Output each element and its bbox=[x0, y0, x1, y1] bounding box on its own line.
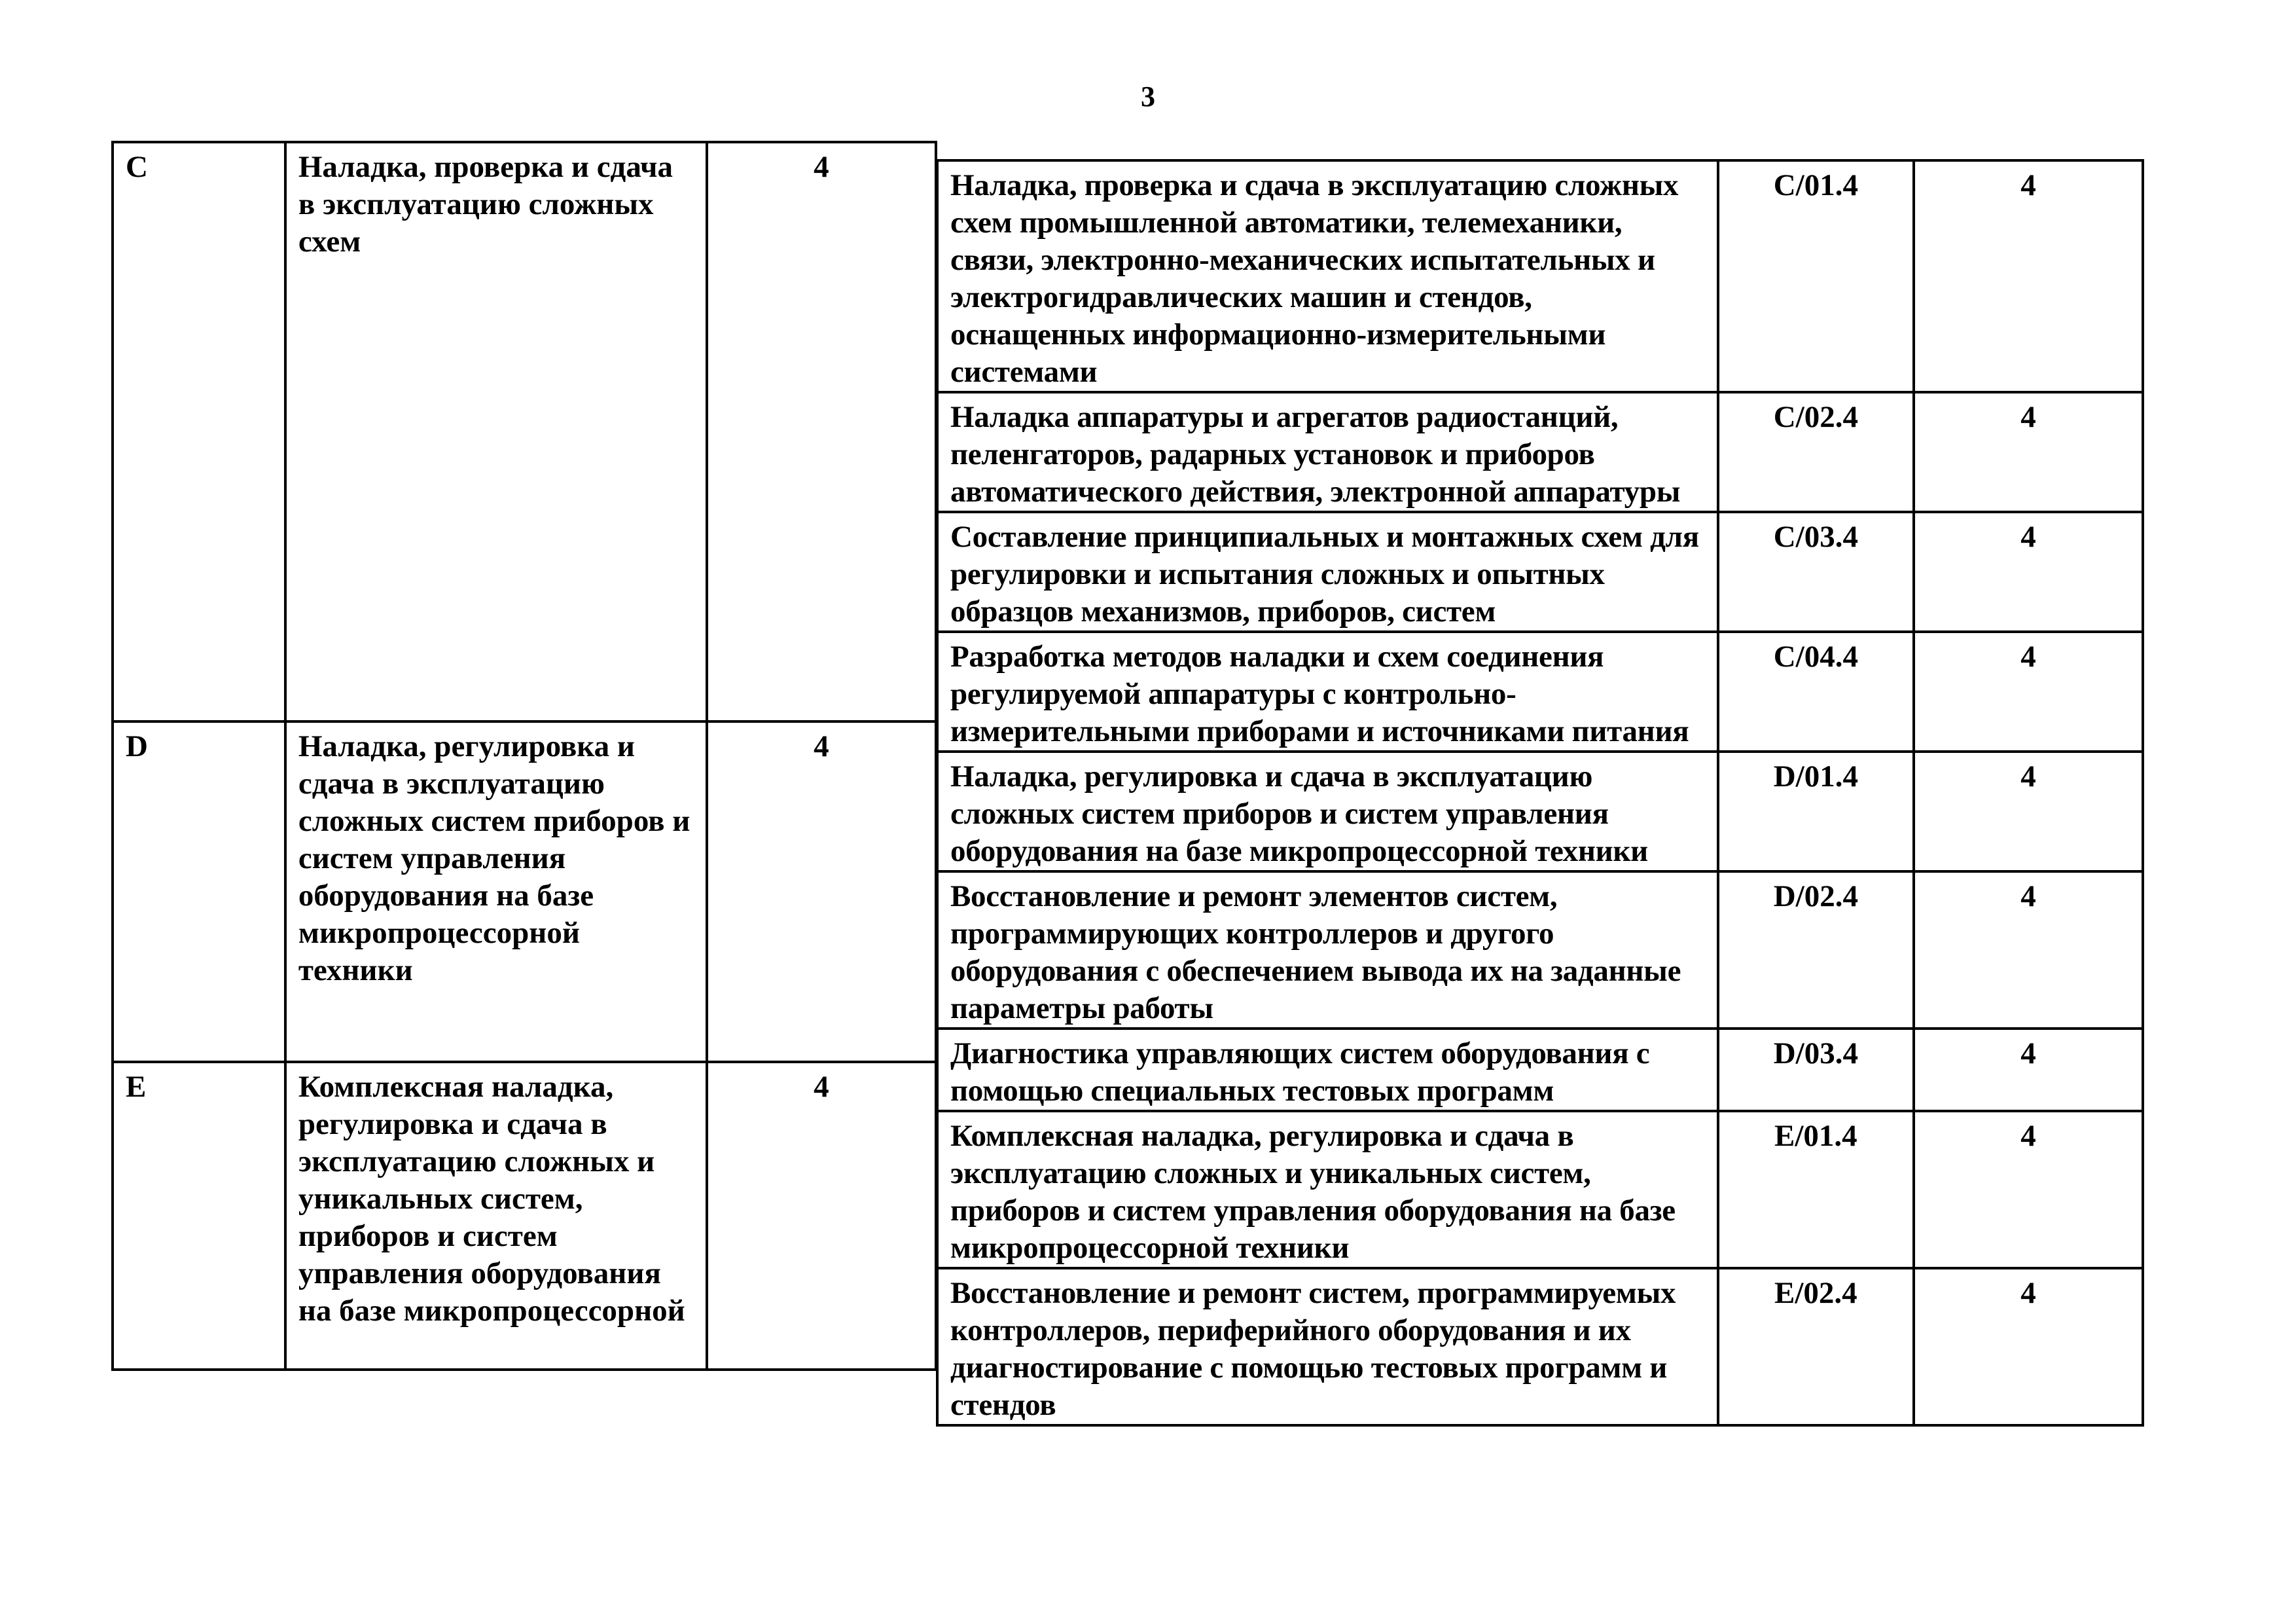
generalized-functions-table bbox=[111, 141, 937, 1371]
group-row-c bbox=[113, 142, 936, 721]
function-level: 4 bbox=[1914, 1268, 2143, 1425]
labor-functions-table bbox=[936, 159, 2144, 1427]
page-number: 3 bbox=[1141, 81, 1155, 113]
function-name: Разработка методов наладки и схем соединения регулируемой аппаратуры с контрольно-измерительными приборами и источниками питания bbox=[937, 632, 1718, 752]
group-level: 4 bbox=[707, 1062, 936, 1370]
function-code: C/02.4 bbox=[1718, 392, 1914, 512]
group-code: E bbox=[113, 1062, 285, 1370]
function-code: E/01.4 bbox=[1718, 1111, 1914, 1268]
function-row bbox=[937, 1111, 2143, 1268]
function-name: Восстановление и ремонт элементов систем, программирующих контроллеров и другого оборудования с обеспечением вывода их на заданные параметры работы bbox=[937, 871, 1718, 1029]
function-code: D/02.4 bbox=[1718, 871, 1914, 1029]
function-code: D/01.4 bbox=[1718, 752, 1914, 871]
function-code: C/03.4 bbox=[1718, 512, 1914, 632]
function-row bbox=[937, 632, 2143, 752]
function-row bbox=[937, 752, 2143, 871]
function-name: Диагностика управляющих систем оборудования с помощью специальных тестовых программ bbox=[937, 1029, 1718, 1111]
function-name: Наладка, проверка и сдача в эксплуатацию сложных схем промышленной автоматики, телемеханики, связи, электронно-механических испытательных и электрогидравлических машин и стендов, оснащенных информационно-измерительными системами bbox=[937, 160, 1718, 392]
function-row bbox=[937, 1268, 2143, 1425]
function-row bbox=[937, 392, 2143, 512]
group-name: Наладка, регулировка и сдача в эксплуатацию сложных систем приборов и систем управления оборудования на базе микропроцессорной техники bbox=[285, 721, 707, 1062]
group-name: Наладка, проверка и сдача в эксплуатацию сложных схем bbox=[285, 142, 707, 721]
function-level: 4 bbox=[1914, 160, 2143, 392]
function-name: Составление принципиальных и монтажных схем для регулировки и испытания сложных и опытных образцов механизмов, приборов, систем bbox=[937, 512, 1718, 632]
function-row bbox=[937, 512, 2143, 632]
function-row bbox=[937, 871, 2143, 1029]
function-code: C/04.4 bbox=[1718, 632, 1914, 752]
function-level: 4 bbox=[1914, 1029, 2143, 1111]
function-name: Наладка аппаратуры и агрегатов радиостанций, пеленгаторов, радарных установок и приборов автоматического действия, электронной аппаратуры bbox=[937, 392, 1718, 512]
group-code: D bbox=[113, 721, 285, 1062]
function-row bbox=[937, 1029, 2143, 1111]
function-name: Наладка, регулировка и сдача в эксплуатацию сложных систем приборов и систем управления оборудования на базе микропроцессорной техники bbox=[937, 752, 1718, 871]
function-level: 4 bbox=[1914, 1111, 2143, 1268]
function-code: C/01.4 bbox=[1718, 160, 1914, 392]
function-level: 4 bbox=[1914, 512, 2143, 632]
group-level: 4 bbox=[707, 142, 936, 721]
group-level: 4 bbox=[707, 721, 936, 1062]
function-code: E/02.4 bbox=[1718, 1268, 1914, 1425]
function-level: 4 bbox=[1914, 752, 2143, 871]
function-code: D/03.4 bbox=[1718, 1029, 1914, 1111]
group-row-e bbox=[113, 1062, 936, 1370]
function-level: 4 bbox=[1914, 392, 2143, 512]
function-name: Комплексная наладка, регулировка и сдача в эксплуатацию сложных и уникальных систем, приборов и систем управления оборудования на базе микропроцессорной техники bbox=[937, 1111, 1718, 1268]
function-row bbox=[937, 160, 2143, 392]
function-level: 4 bbox=[1914, 871, 2143, 1029]
function-name: Восстановление и ремонт систем, программируемых контроллеров, периферийного оборудования и их диагностирование с помощью тестовых программ и стендов bbox=[937, 1268, 1718, 1425]
group-row-d bbox=[113, 721, 936, 1062]
function-level: 4 bbox=[1914, 632, 2143, 752]
group-name: Комплексная наладка, регулировка и сдача в эксплуатацию сложных и уникальных систем, приборов и систем управления оборудования на базе микропроцессорной bbox=[285, 1062, 707, 1370]
group-code: C bbox=[113, 142, 285, 721]
